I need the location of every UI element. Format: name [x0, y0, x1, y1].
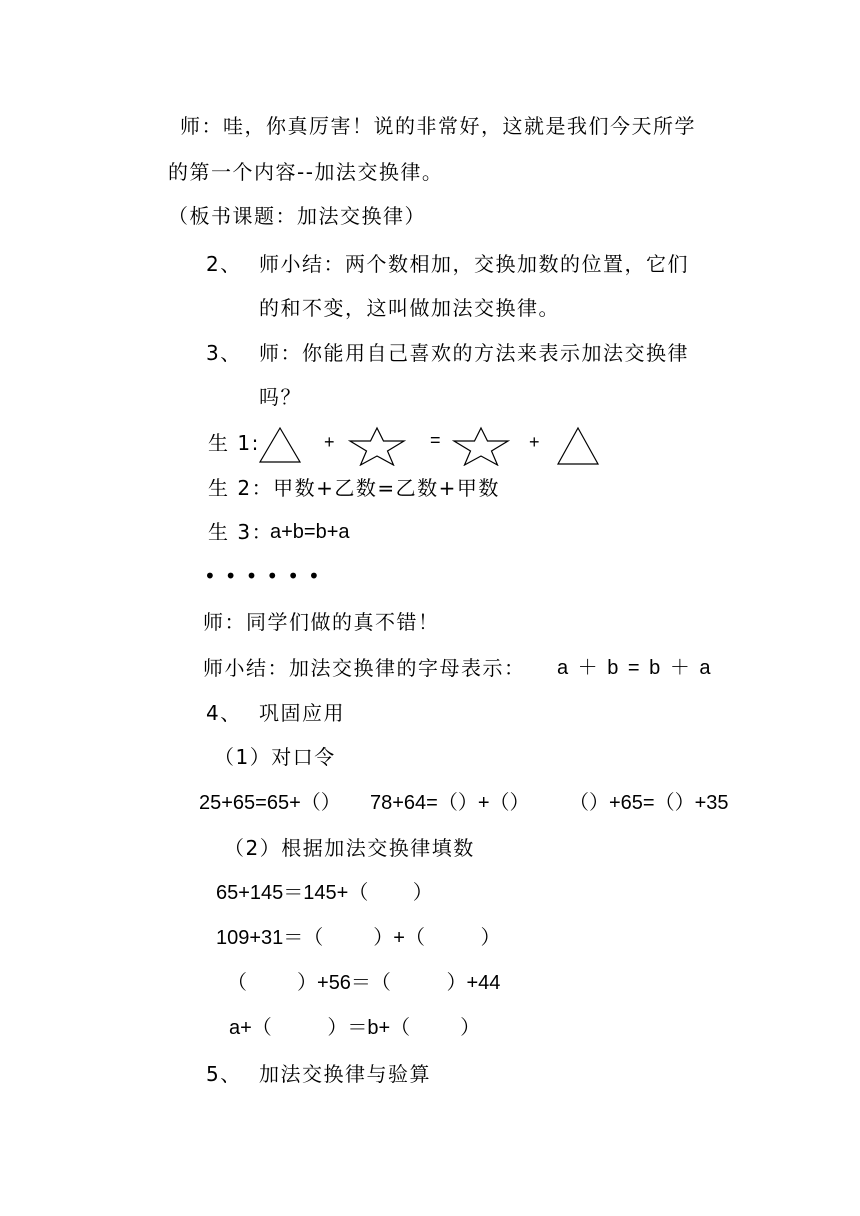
exercise-2-title: （2）根据加法交换律填数 — [224, 836, 475, 860]
item-5-number: 5、 — [206, 1062, 242, 1086]
student-1-plus-2: + — [529, 432, 540, 452]
fill-in-problem-4: a+（ ）＝b+（ ） — [229, 1017, 481, 1039]
teacher-praise-line-1: 师：哇，你真厉害！说的非常好，这就是我们今天所学 — [180, 114, 696, 138]
ellipsis-dots: •••••• — [204, 564, 329, 588]
item-3-question-line-2: 吗？ — [259, 385, 302, 409]
exercise-1-title: （1）对口令 — [214, 745, 336, 769]
star-icon — [348, 426, 406, 466]
teacher-summary-label: 师小结：加法交换律的字母表示： — [203, 656, 526, 680]
fill-in-problem-2: 109+31＝（ ）+（ ） — [216, 927, 501, 949]
item-3-number: 3、 — [206, 341, 242, 365]
item-4-number: 4、 — [206, 701, 242, 725]
exercise-1-problem-b: 78+64=（）+（） — [370, 792, 530, 814]
student-3-formula: a+b=b+a — [270, 521, 350, 543]
teacher-praise-students: 师：同学们做的真不错！ — [203, 610, 440, 634]
item-5-title: 加法交换律与验算 — [259, 1062, 431, 1086]
commutative-law-formula: a ＋ b = b ＋ a — [557, 657, 713, 679]
item-2-number: 2、 — [206, 252, 242, 276]
student-3-label: 生 3： — [208, 520, 274, 544]
exercise-1-problem-c: （）+65=（）+35 — [569, 792, 729, 814]
teacher-praise-line-2: 的第一个内容--加法交换律。 — [168, 160, 444, 184]
blackboard-title-note: （板书课题：加法交换律） — [168, 204, 426, 228]
student-1-equals: = — [430, 430, 441, 450]
star-icon — [452, 426, 510, 466]
exercise-1-problem-a: 25+65=65+（） — [199, 792, 341, 814]
fill-in-problem-1: 65+145＝145+（ ） — [216, 882, 433, 904]
fill-in-problem-3: （ ）+56＝（ ）+44 — [227, 972, 501, 994]
item-3-question-line-1: 师：你能用自己喜欢的方法来表示加法交换律 — [259, 341, 689, 365]
student-2-answer: 生 2：甲数+乙数=乙数+甲数 — [208, 476, 500, 500]
item-2-summary-line-2: 的和不变，这叫做加法交换律。 — [259, 296, 560, 320]
triangle-icon — [258, 426, 302, 464]
student-1-plus-1: + — [324, 432, 335, 452]
item-2-summary-line-1: 师小结：两个数相加，交换加数的位置，它们 — [259, 252, 689, 276]
item-4-title: 巩固应用 — [259, 701, 345, 725]
student-1-label: 生 1: — [208, 431, 260, 455]
triangle-icon — [556, 426, 600, 466]
